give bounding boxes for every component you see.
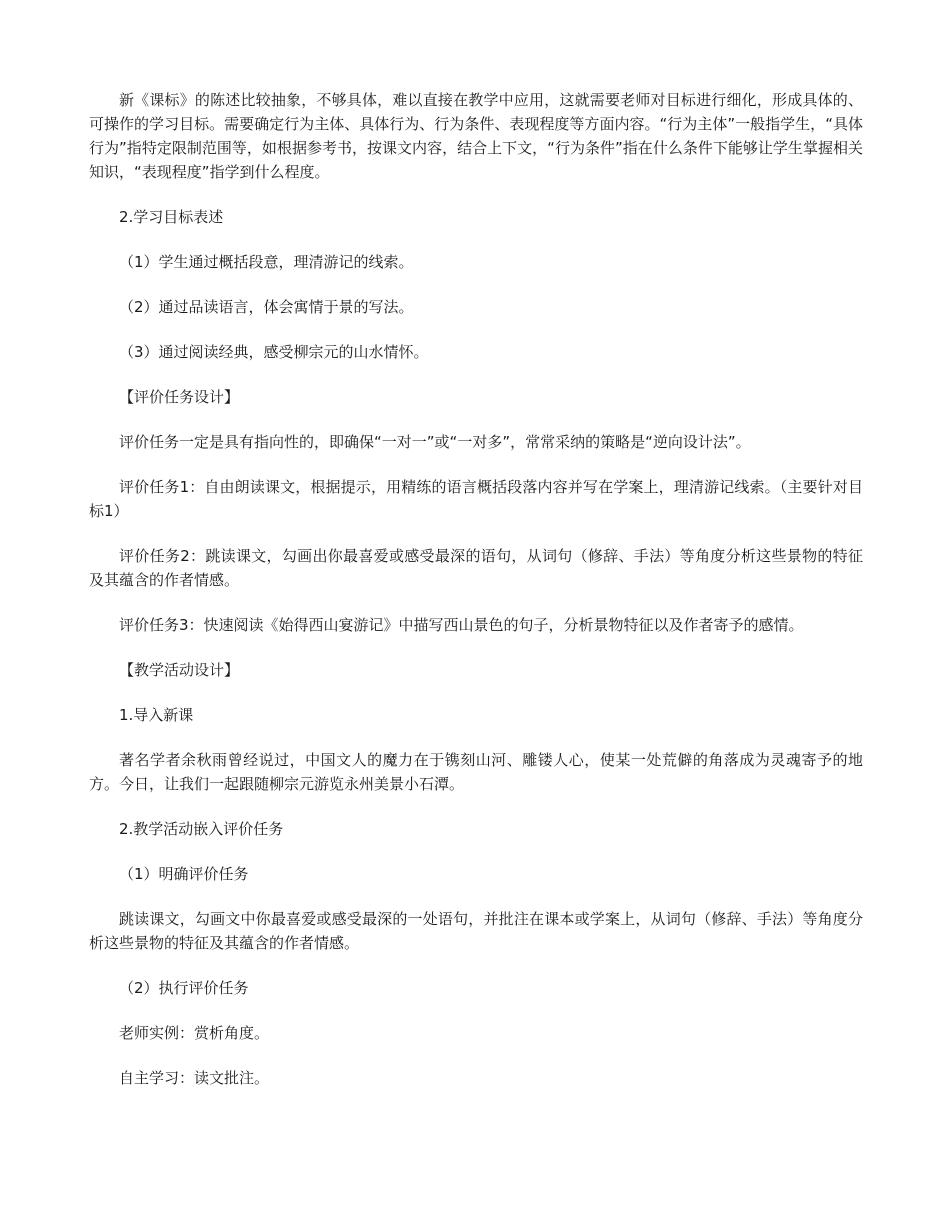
goal-item-1: （1）学生通过概括段意，理清游记的线索。 xyxy=(119,253,414,271)
subheading-clarify-task: （1）明确评价任务 xyxy=(119,865,249,883)
paragraph-teacher-example: 老师实例：赏析角度。 xyxy=(119,1024,270,1042)
heading-learning-goals: 2.学习目标表述 xyxy=(119,208,224,226)
paragraph-clarify-task: 跳读课文，勾画文中你最喜爱或感受最深的一处语句，并批注在课本或学案上，从词句（修辞、手法）等角度分析这些景物的特征及其蕴含的作者情感。 xyxy=(89,910,863,952)
paragraph-curriculum-standards: 新《课标》的陈述比较抽象，不够具体，难以直接在教学中应用，这就需要老师对目标进行细化，形成具体的、可操作的学习目标。需要确定行为主体、具体行为、行为条件、表现程度等方面内容。“行为主体”一般指学生，“具体行为”指特定限制范围等，如根据参考书，按课文内容，结合上下文，“行为条件”指在什么条件下能够让学生掌握相关知识，“表现程度”指学到什么程度。 xyxy=(89,91,863,181)
evaluation-task-3: 评价任务3：快速阅读《始得西山宴游记》中描写西山景色的句子，分析景物特征以及作者寄予的感情。 xyxy=(119,616,804,634)
goal-item-2: （2）通过品读语言，体会寓情于景的写法。 xyxy=(119,298,414,316)
heading-evaluation-design: 【评价任务设计】 xyxy=(119,388,240,406)
goal-item-3: （3）通过阅读经典，感受柳宗元的山水情怀。 xyxy=(119,343,429,361)
paragraph-self-study: 自主学习：读文批注。 xyxy=(119,1069,270,1087)
subheading-execute-task: （2）执行评价任务 xyxy=(119,979,249,997)
evaluation-task-2: 评价任务2：跳读课文，勾画出你最喜爱或感受最深的语句，从词句（修辞、手法）等角度分析这些景物的特征及其蕴含的作者情感。 xyxy=(89,547,863,589)
paragraph-lesson-introduction: 著名学者余秋雨曾经说过，中国文人的魔力在于镌刻山河、雕镂人心，使某一处荒僻的角落成为灵魂寄予的地方。今日，让我们一起跟随柳宗元游览永州美景小石潭。 xyxy=(89,751,863,793)
evaluation-task-1: 评价任务1：自由朗读课文，根据提示，用精练的语言概括段落内容并写在学案上，理清游记线索。（主要针对目标1） xyxy=(89,478,863,520)
heading-embedded-tasks: 2.教学活动嵌入评价任务 xyxy=(119,820,284,838)
heading-teaching-activity-design: 【教学活动设计】 xyxy=(119,661,240,679)
document-body xyxy=(89,88,863,1090)
paragraph-evaluation-intro: 评价任务一定是具有指向性的，即确保“一对一”或“一对多”，常常采纳的策略是“逆向设计法”。 xyxy=(119,433,751,451)
heading-lesson-introduction: 1.导入新课 xyxy=(119,706,194,724)
